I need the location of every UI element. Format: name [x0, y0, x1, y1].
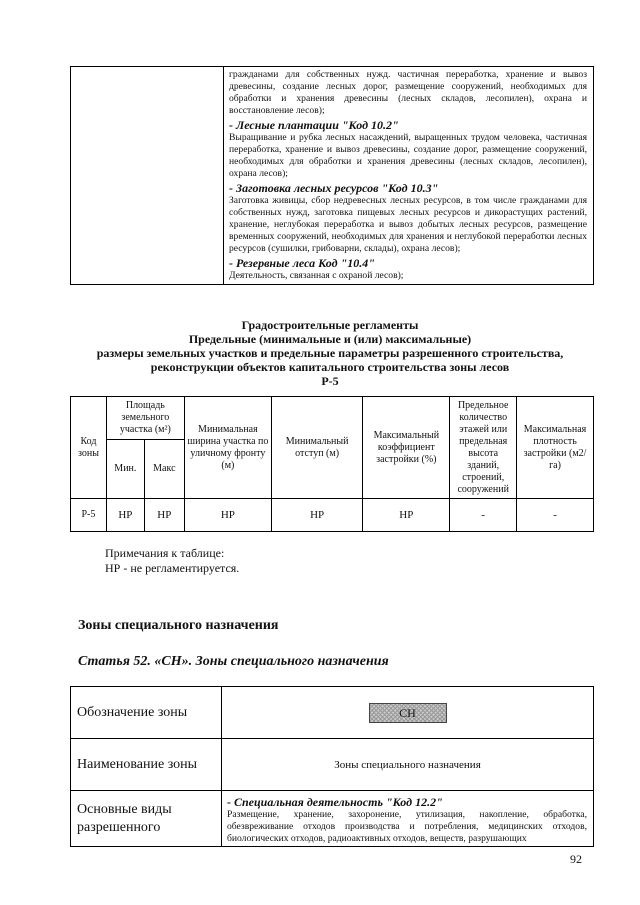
header-min-width: Минимальная ширина участка по уличному фронту (м) [184, 397, 271, 499]
header-max-density: Максимальная плотность застройки (м2/га) [517, 397, 594, 499]
notes-title: Примечания к таблице: [105, 546, 225, 560]
regulations-heading-line4: реконструкции объектов капитального строительства зоны лесов [150, 360, 510, 374]
kind-text-forest-plantations: Выращивание и рубка лесных насаждений, выращенных трудом человека, частичная переработка, хранение и вывоз древесины, создание дорог, размещение сооружений, необходимых для обработки и хранения древесины (лесных складов, лесопилен), охрана лесов); [229, 132, 587, 179]
header-min-setback: Минимальный отступ (м) [271, 397, 362, 499]
regulations-heading-line2: Предельные (минимальные и (или) максимальные) [188, 332, 472, 346]
uses-label: Основные виды разрешенного [71, 791, 222, 847]
cell-max-floors: - [450, 499, 517, 532]
parameters-table [70, 396, 594, 532]
header-max: Макс [144, 440, 184, 499]
cell-min-setback: НР [271, 499, 362, 532]
table-notes [105, 546, 239, 576]
uses-text: Размещение, хранение, захоронение, утилизация, накопление, обработка, обезвреживание отходов производства и потребления, медицинских отходов, биологических отходов, радиоактивных отходов, веществ, разрушающих [227, 809, 587, 844]
continuation-text: гражданами для собственных нужд. частичная переработка, хранение и вывоз древесины, создание лесных дорог, размещение сооружений, необходимых для обработки и хранения древесины (лесных складов, лесопилен), охрана и восстановление лесов); [229, 69, 587, 116]
kind-title-forest-plantations: - Лесные плантации "Код 10.2" [229, 118, 399, 132]
cell-max-coverage: НР [363, 499, 450, 532]
regulations-heading-line3: размеры земельных участков и предельные параметры разрешенного строительства, [96, 346, 564, 360]
header-zone-code: Код зоны [71, 397, 107, 499]
cell-min-width: НР [184, 499, 271, 532]
regulations-heading [60, 318, 600, 388]
uses-title: - Специальная деятельность "Код 12.2" [227, 795, 443, 809]
header-max-floors: Предельное количество этажей или предельная высота зданий, строений, сооружений [450, 397, 517, 499]
section-title: Зоны специального назначения [78, 618, 279, 633]
top-table-left-cell [71, 67, 224, 285]
top-continuation-table [70, 66, 594, 285]
header-max-coverage: Максимальный коэффициент застройки (%) [363, 397, 450, 499]
article-title: Статья 52. «СН». Зоны специального назначения [78, 654, 389, 669]
header-plot-area: Площадь земельного участка (м²) [106, 397, 184, 440]
notes-text: НР - не регламентируется. [105, 561, 240, 575]
kind-text-forest-resources: Заготовка живицы, сбор недревесных лесных ресурсов, в том числе гражданами для собственных нужд, заготовка пищевых лесных ресурсов и дикорастущих растений, хранение, неглубокая переработка и вывоз добытых лесных ресурсов, размещение временных сооружений, необходимых для хранения и неглубокой переработки лесных ресурсов (сушилки, грибоварни, склады), охрана лесов); [229, 195, 587, 254]
table-row [71, 499, 594, 532]
cell-min: НР [106, 499, 144, 532]
kind-title-reserve-forests: - Резервные леса Код "10.4" [229, 256, 375, 270]
regulations-heading-zone: Р-5 [321, 374, 339, 388]
designation-cell [222, 687, 594, 739]
top-table-right-cell [224, 67, 594, 285]
regulations-heading-line1: Градостроительные регламенты [241, 318, 419, 332]
header-min: Мин. [106, 440, 144, 499]
cell-max: НР [144, 499, 184, 532]
kind-text-reserve-forests: Деятельность, связанная с охраной лесов); [229, 270, 404, 281]
kind-title-forest-resources: - Заготовка лесных ресурсов "Код 10.3" [229, 181, 439, 195]
zone-name: Зоны специального назначения [222, 739, 594, 791]
cell-zone-code: Р-5 [71, 499, 107, 532]
zone-code-badge: СН [369, 703, 447, 723]
uses-cell [222, 791, 594, 847]
page-number: 92 [570, 852, 582, 866]
special-zone-table [70, 686, 594, 847]
designation-label: Обозначение зоны [71, 687, 222, 739]
cell-max-density: - [517, 499, 594, 532]
name-label: Наименование зоны [71, 739, 222, 791]
